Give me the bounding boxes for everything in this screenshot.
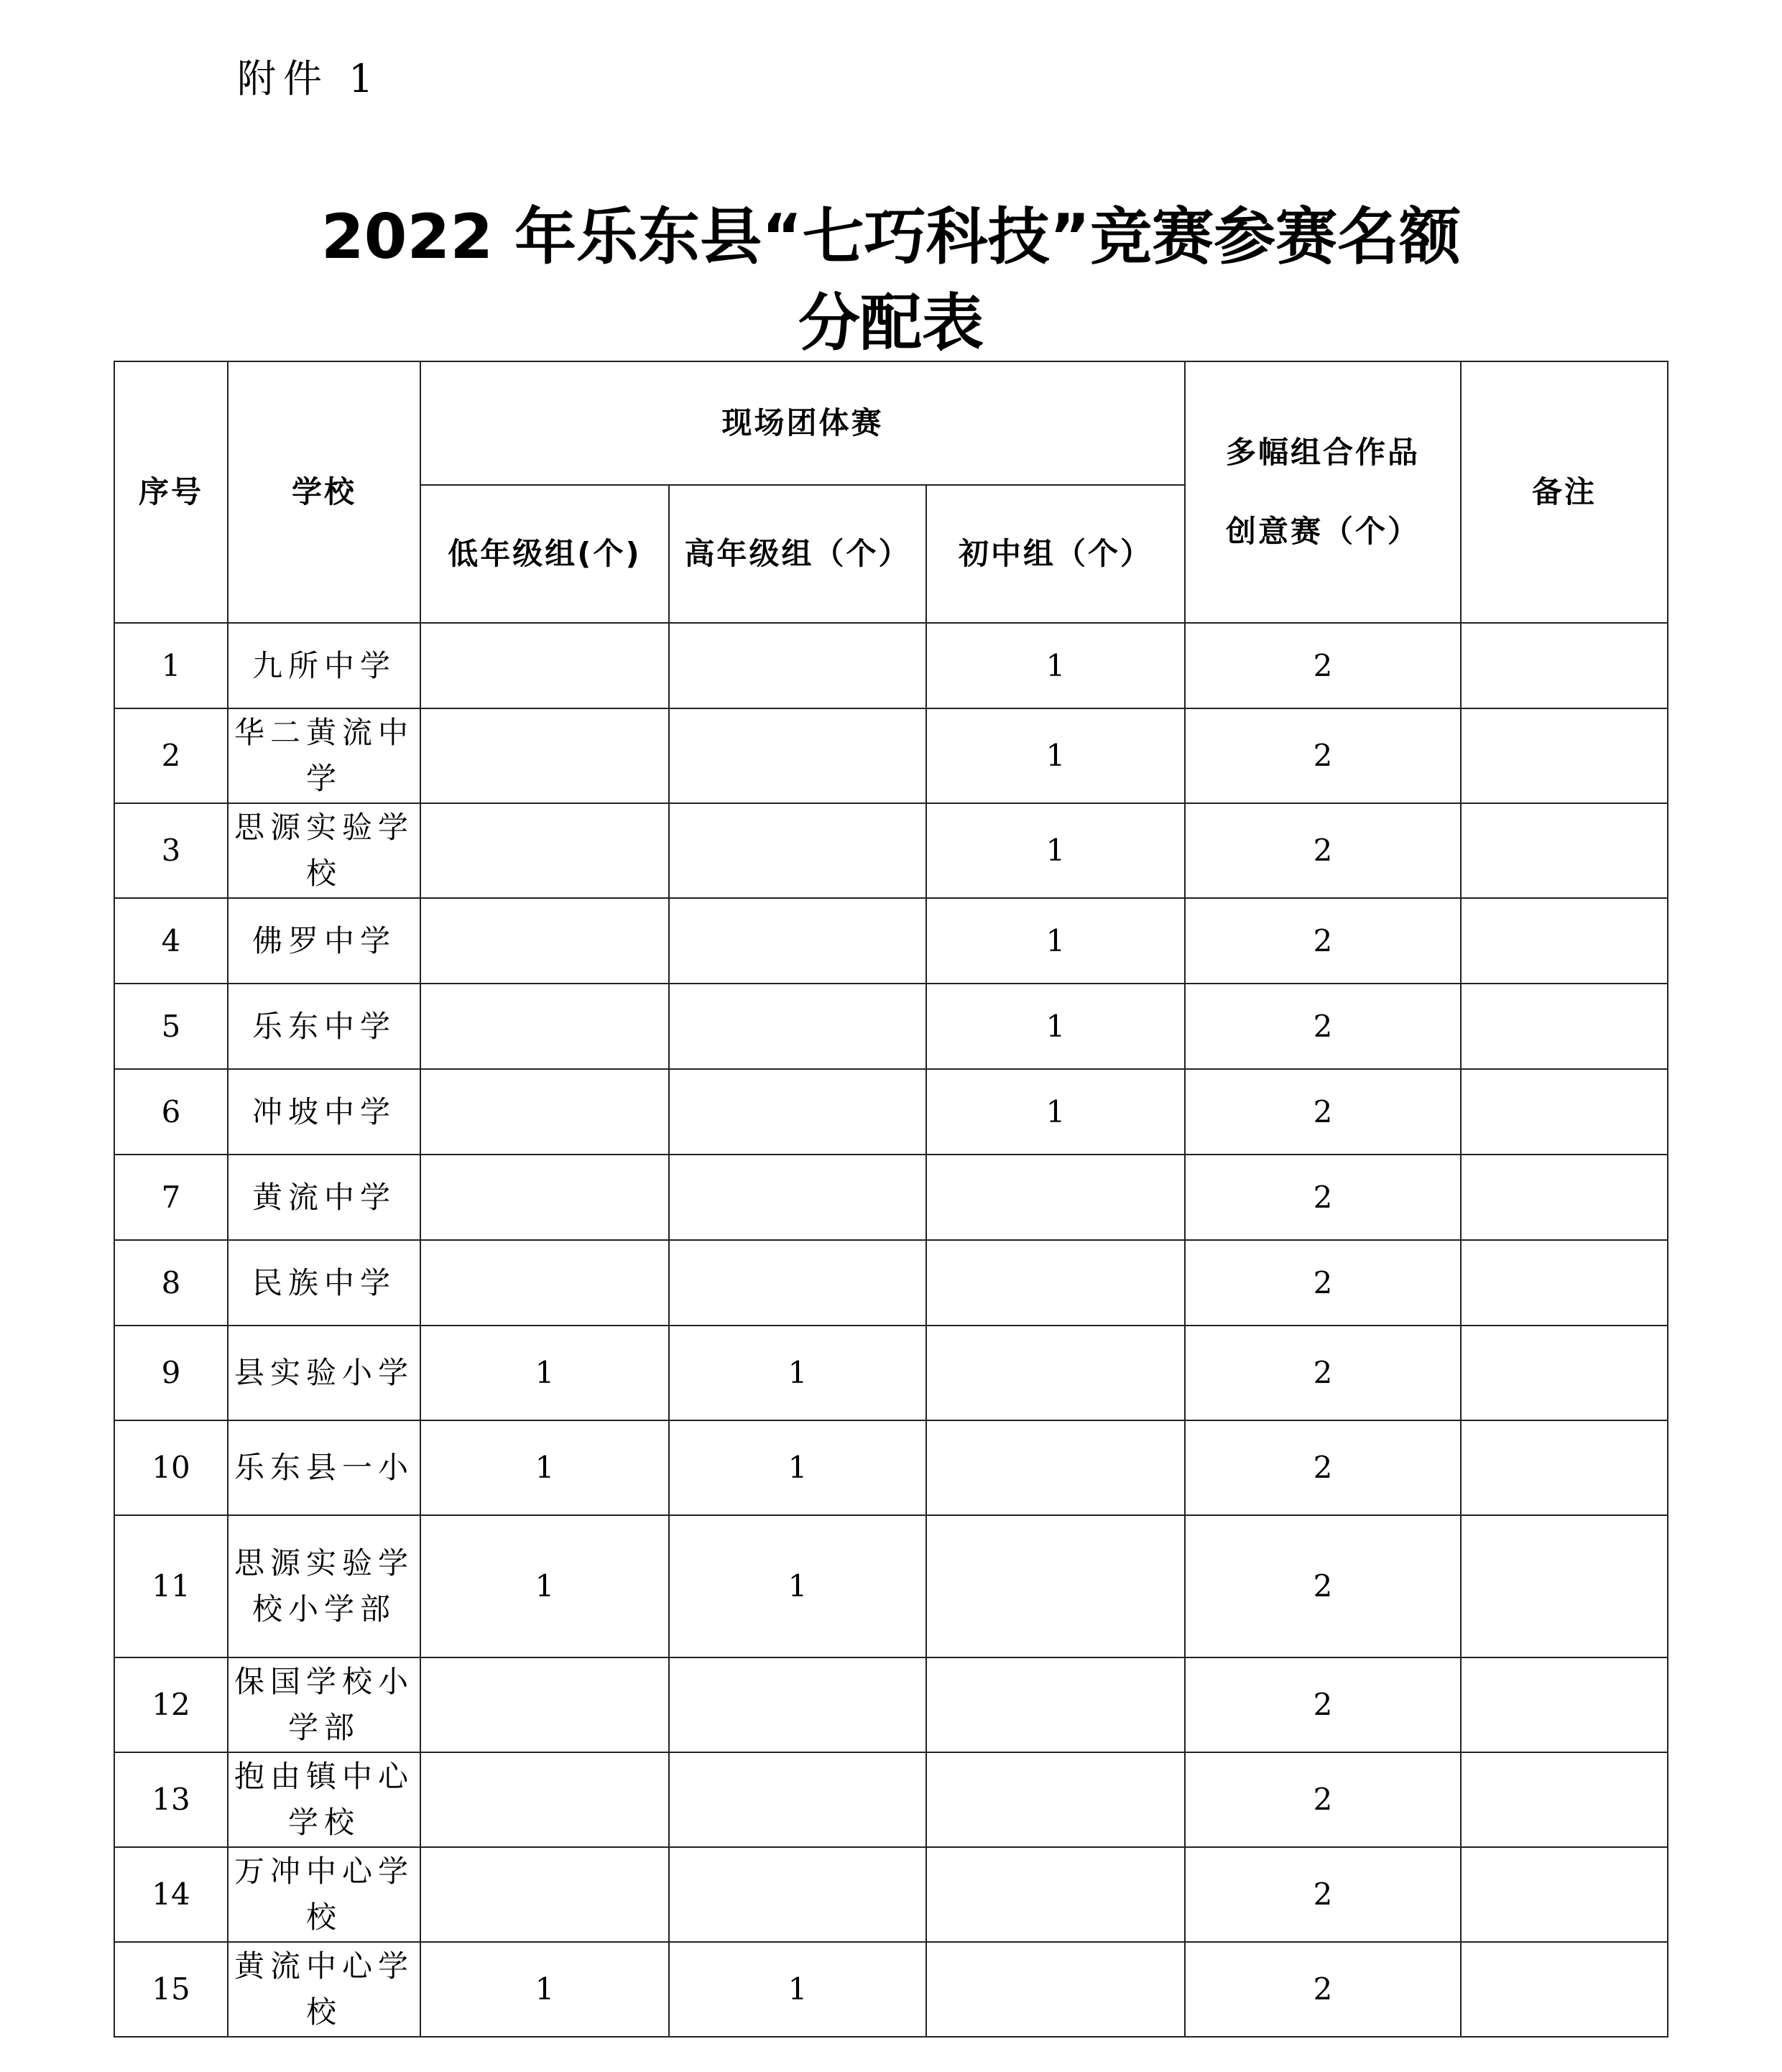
page-title: 2022 年乐东县“七巧科技”竞赛参赛名额 [320, 201, 1462, 273]
row-junior [420, 708, 669, 803]
table-row [114, 803, 1668, 898]
table-row [114, 1240, 1668, 1326]
table-row [114, 1515, 1668, 1657]
row-senior [669, 623, 926, 708]
row-index: 4 [114, 898, 228, 984]
row-school: 乐东中学 [228, 984, 420, 1069]
row-school: 万冲中心学校 [228, 1847, 420, 1942]
row-junior [420, 1847, 669, 1942]
row-remarks [1461, 708, 1668, 803]
row-senior [669, 1155, 926, 1240]
table-row [114, 1942, 1668, 2037]
row-senior: 1 [669, 1942, 926, 2037]
row-senior: 1 [669, 1326, 926, 1420]
row-school: 冲坡中学 [228, 1069, 420, 1155]
row-index: 2 [114, 708, 228, 803]
row-remarks [1461, 623, 1668, 708]
row-junior [420, 1069, 669, 1155]
table-header-row [114, 361, 1668, 485]
table-row [114, 1420, 1668, 1515]
row-school: 乐东县一小 [228, 1420, 420, 1515]
row-creative: 2 [1185, 898, 1461, 984]
row-school: 黄流中学 [228, 1155, 420, 1240]
row-senior [669, 1240, 926, 1326]
row-index: 13 [114, 1752, 228, 1847]
row-creative: 2 [1185, 708, 1461, 803]
row-middle [926, 1326, 1185, 1420]
row-junior [420, 1155, 669, 1240]
row-junior: 1 [420, 1326, 669, 1420]
row-index: 10 [114, 1420, 228, 1515]
row-junior: 1 [420, 1420, 669, 1515]
header-index: 序号 [114, 361, 228, 623]
row-school: 华二黄流中学 [228, 708, 420, 803]
row-index: 3 [114, 803, 228, 898]
header-remarks: 备注 [1461, 361, 1668, 623]
row-remarks [1461, 803, 1668, 898]
row-middle: 1 [926, 1069, 1185, 1155]
row-school: 九所中学 [228, 623, 420, 708]
row-senior: 1 [669, 1515, 926, 1657]
row-middle [926, 1847, 1185, 1942]
row-index: 12 [114, 1657, 228, 1752]
row-remarks [1461, 1515, 1668, 1657]
row-middle: 1 [926, 623, 1185, 708]
row-creative: 2 [1185, 1326, 1461, 1420]
header-creative-line2: 创意赛（个） [1225, 514, 1420, 549]
row-senior [669, 1657, 926, 1752]
row-senior [669, 803, 926, 898]
row-index: 9 [114, 1326, 228, 1420]
row-junior [420, 984, 669, 1069]
row-index: 6 [114, 1069, 228, 1155]
row-remarks [1461, 1326, 1668, 1420]
row-creative: 2 [1185, 623, 1461, 708]
page-title-continued: 分配表 [798, 287, 984, 359]
row-creative: 2 [1185, 1752, 1461, 1847]
row-senior [669, 898, 926, 984]
row-senior: 1 [669, 1420, 926, 1515]
header-school: 学校 [228, 361, 420, 623]
header-middle-group: 初中组（个） [926, 485, 1185, 623]
row-index: 7 [114, 1155, 228, 1240]
table-row [114, 1847, 1668, 1942]
row-middle: 1 [926, 708, 1185, 803]
row-creative: 2 [1185, 1515, 1461, 1657]
row-middle [926, 1155, 1185, 1240]
header-junior-group: 低年级组(个) [420, 485, 669, 623]
row-senior [669, 1069, 926, 1155]
row-remarks [1461, 1420, 1668, 1515]
row-index: 5 [114, 984, 228, 1069]
row-school: 思源实验学校 [228, 803, 420, 898]
row-creative: 2 [1185, 1657, 1461, 1752]
row-creative: 2 [1185, 1155, 1461, 1240]
row-middle: 1 [926, 898, 1185, 984]
row-creative: 2 [1185, 1240, 1461, 1326]
row-middle: 1 [926, 984, 1185, 1069]
row-junior [420, 1240, 669, 1326]
row-senior [669, 1752, 926, 1847]
row-creative: 2 [1185, 1942, 1461, 2037]
row-junior [420, 1657, 669, 1752]
row-remarks [1461, 898, 1668, 984]
header-team-event: 现场团体赛 [420, 361, 1185, 485]
header-senior-group: 高年级组（个） [669, 485, 926, 623]
row-senior [669, 708, 926, 803]
row-index: 8 [114, 1240, 228, 1326]
row-index: 15 [114, 1942, 228, 2037]
row-index: 14 [114, 1847, 228, 1942]
table-row [114, 708, 1668, 803]
table-row [114, 984, 1668, 1069]
row-school: 县实验小学 [228, 1326, 420, 1420]
row-middle [926, 1657, 1185, 1752]
row-creative: 2 [1185, 803, 1461, 898]
row-school: 保国学校小学部 [228, 1657, 420, 1752]
table-row [114, 1326, 1668, 1420]
row-middle: 1 [926, 803, 1185, 898]
row-index: 1 [114, 623, 228, 708]
row-remarks [1461, 1069, 1668, 1155]
row-middle [926, 1942, 1185, 2037]
row-middle [926, 1515, 1185, 1657]
row-remarks [1461, 1657, 1668, 1752]
row-senior [669, 1847, 926, 1942]
row-school: 思源实验学校小学部 [228, 1515, 420, 1657]
allocation-table [114, 361, 1668, 2038]
table-row [114, 1155, 1668, 1240]
row-junior [420, 1752, 669, 1847]
row-creative: 2 [1185, 1420, 1461, 1515]
row-remarks [1461, 984, 1668, 1069]
table-row [114, 1752, 1668, 1847]
table-row [114, 1069, 1668, 1155]
row-school: 民族中学 [228, 1240, 420, 1326]
row-index: 11 [114, 1515, 228, 1657]
row-remarks [1461, 1942, 1668, 2037]
row-junior [420, 898, 669, 984]
table-row [114, 1657, 1668, 1752]
row-school: 抱由镇中心学校 [228, 1752, 420, 1847]
row-school: 佛罗中学 [228, 898, 420, 984]
row-middle [926, 1240, 1185, 1326]
row-remarks [1461, 1155, 1668, 1240]
row-remarks [1461, 1240, 1668, 1326]
row-junior: 1 [420, 1515, 669, 1657]
row-creative: 2 [1185, 1069, 1461, 1155]
table-row [114, 898, 1668, 984]
row-remarks [1461, 1752, 1668, 1847]
row-senior [669, 984, 926, 1069]
header-creative-line1: 多幅组合作品 [1225, 435, 1420, 470]
row-junior: 1 [420, 1942, 669, 2037]
header-creative-event [1185, 361, 1461, 623]
row-creative: 2 [1185, 984, 1461, 1069]
row-junior [420, 803, 669, 898]
row-junior [420, 623, 669, 708]
row-creative: 2 [1185, 1847, 1461, 1942]
attachment-label: 附件 1 [237, 56, 381, 101]
row-remarks [1461, 1847, 1668, 1942]
row-school: 黄流中心学校 [228, 1942, 420, 2037]
row-middle [926, 1420, 1185, 1515]
row-middle [926, 1752, 1185, 1847]
table-row [114, 623, 1668, 708]
